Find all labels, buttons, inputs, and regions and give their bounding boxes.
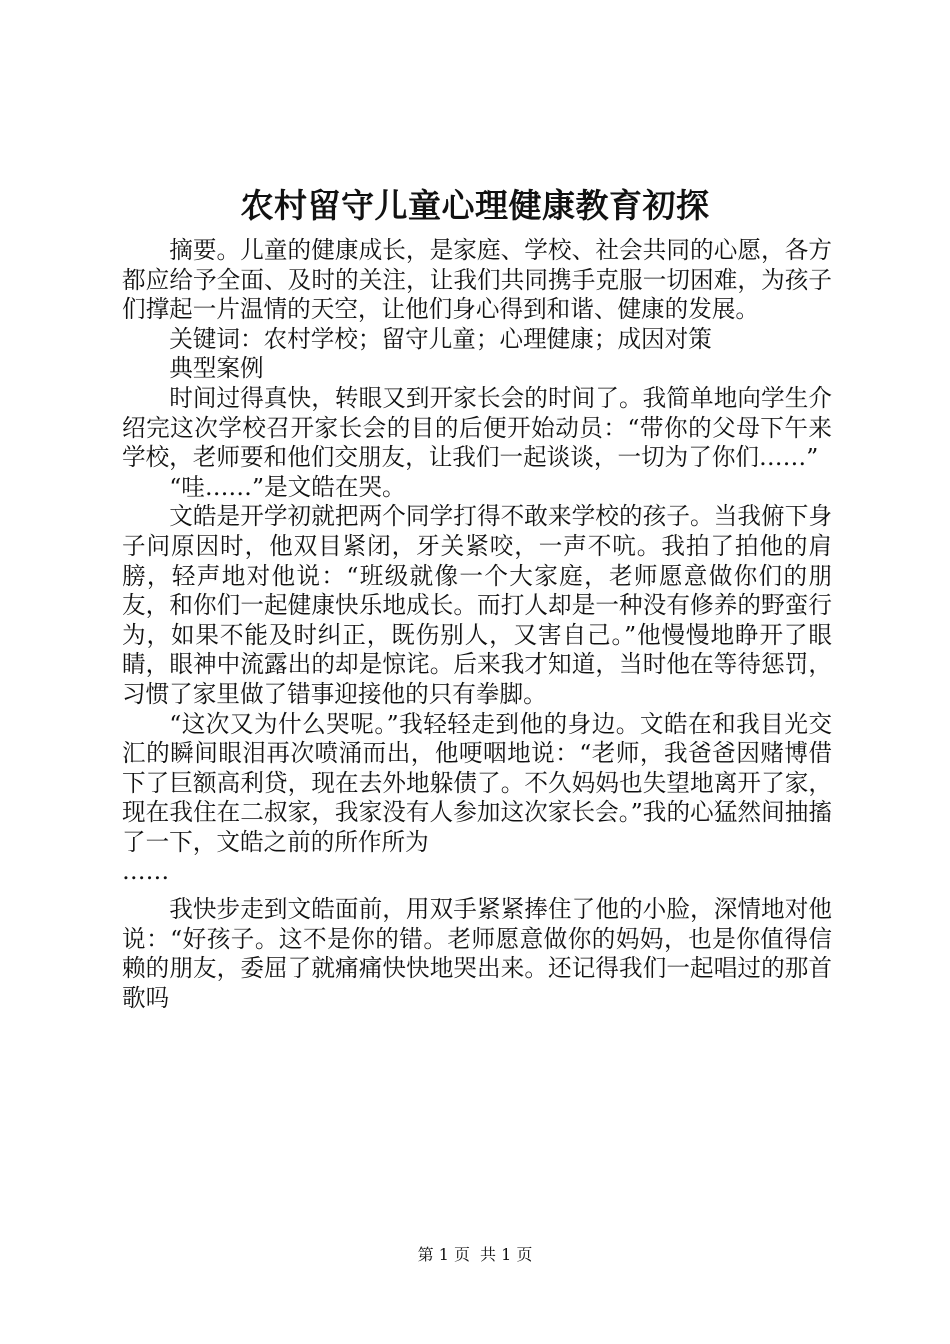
body-paragraph: “哇……”是文皓在哭。 bbox=[169, 472, 406, 501]
body-paragraph: 我快步走到文皓面前，用双手紧紧捧住了他的小脸，深情地对他说：“好孩子。这不是你的错。老师愿意做你的妈妈，也是你值得信赖的朋友，委屈了就痛痛快快地哭出来。还记得我们一起唱过的那首歌吗 bbox=[122, 895, 832, 1012]
keywords-line: 关键词：农村学校；留守儿童；心理健康；成因对策 bbox=[169, 324, 712, 353]
body-paragraph: “这次又为什么哭呢。”我轻轻走到他的身边。文皓在和我目光交汇的瞬间眼泪再次喷涌而出，他哽咽地说：“老师，我爸爸因赌博借下了巨额高利贷，现在去外地躲债了。不久妈妈也失望地离开了家，现在我住在二叔家，我家没有人参加这次家长会。”我的心猛然间抽搐了一下，文皓之前的所作所为 bbox=[122, 709, 832, 856]
abstract-paragraph: 摘要。儿童的健康成长，是家庭、学校、社会共同的心愿，各方都应给予全面、及时的关注，让我们共同携手克服一切困难，为孩子们撑起一片温情的天空，让他们身心得到和谐、健康的发展。 bbox=[122, 236, 832, 324]
page-total: 共 1 页 bbox=[480, 1245, 533, 1264]
page-footer bbox=[0, 1244, 950, 1266]
ellipsis-line: …… bbox=[122, 857, 170, 886]
section-heading: 典型案例 bbox=[169, 354, 264, 383]
document-title: 农村留守儿童心理健康教育初探 bbox=[240, 186, 710, 225]
body-paragraph: 时间过得真快，转眼又到开家长会的时间了。我简单地向学生介绍完这次学校召开家长会的目的后便开始动员：“带你的父母下午来学校，老师要和他们交朋友，让我们一起谈谈，一切为了你们……” bbox=[122, 383, 832, 472]
document-body bbox=[122, 236, 832, 1013]
body-paragraph: 文皓是开学初就把两个同学打得不敢来学校的孩子。当我俯下身子问原因时，他双目紧闭，牙关紧咬，一声不吭。我拍了拍他的肩膀，轻声地对他说：“班级就像一个大家庭，老师愿意做你们的朋友，和你们一起健康快乐地成长。而打人却是一种没有修养的野蛮行为，如果不能及时纠正，既伤别人，又害自己。”他慢慢地睁开了眼睛，眼神中流露出的却是惊诧。后来我才知道，当时他在等待惩罚，习惯了家里做了错事迎接他的只有拳脚。 bbox=[122, 502, 832, 708]
page-number: 第 1 页 bbox=[417, 1245, 470, 1264]
